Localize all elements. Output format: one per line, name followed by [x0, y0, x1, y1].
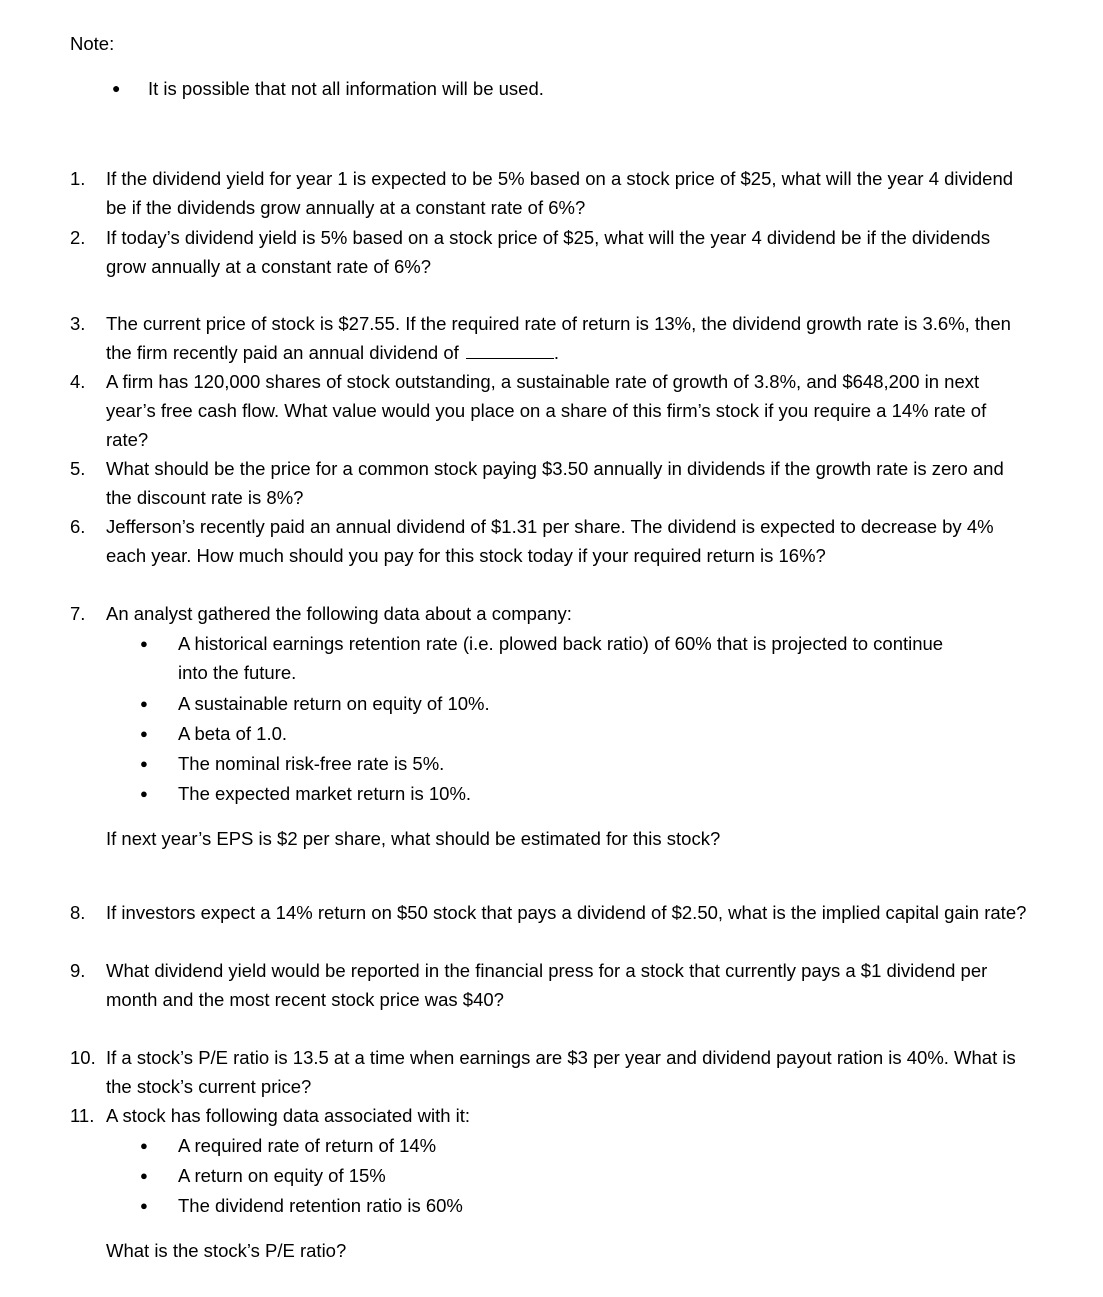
list-item: [140, 719, 960, 748]
question-text: If a stock’s P/E ratio is 13.5 at a time when earnings are $3 per year and dividend payout ration is 40%. What is the stock’s current price?: [106, 1047, 1016, 1097]
bullet-icon: ●: [140, 786, 148, 801]
question-number: 10.: [70, 1047, 96, 1068]
bullet-icon: ●: [112, 80, 121, 96]
bullet-icon: ●: [140, 696, 148, 711]
bullet-icon: ●: [140, 1198, 148, 1213]
note-title: Note:: [70, 33, 115, 54]
bullet-text: The dividend retention ratio is 60%: [178, 1195, 463, 1216]
question-number: 7.: [70, 603, 86, 624]
bullet-icon: ●: [140, 636, 148, 651]
bullet-icon: ●: [140, 756, 148, 771]
question-text: If investors expect a 14% return on $50 stock that pays a dividend of $2.50, what is the implied capital gain rate?: [106, 902, 1027, 923]
question-number: 1.: [70, 168, 86, 189]
question-7: [70, 599, 1030, 628]
question-11: [70, 1101, 1030, 1130]
bullet-text: A historical earnings retention rate (i.e. plowed back ratio) of 60% that is projected to continue into the future.: [178, 633, 944, 683]
question-text: If today’s dividend yield is 5% based on a stock price of $25, what will the year 4 dividend be if the dividends grow annually at a constant rate of 6%?: [106, 227, 991, 277]
question-9: [70, 956, 1030, 1014]
question-number: 8.: [70, 902, 86, 923]
bullet-text: A required rate of return of 14%: [178, 1135, 437, 1156]
question-number: 2.: [70, 227, 86, 248]
question-text: Jefferson’s recently paid an annual dividend of $1.31 per share. The dividend is expected to decrease by 4% each year. How much should you pay for this stock today if your required return is 16%?: [106, 516, 994, 566]
list-item: [140, 749, 960, 778]
question-number: 3.: [70, 313, 86, 334]
question-number: 4.: [70, 371, 86, 392]
question-3: [70, 309, 1030, 367]
question-text: The current price of stock is $27.55. If the required rate of return is 13%, the dividend growth rate is 3.6%, then the firm recently paid an annual dividend of: [106, 313, 1011, 363]
question-follow-up: What is the stock’s P/E ratio?: [106, 1240, 347, 1261]
list-item: [140, 689, 960, 718]
question-text: What should be the price for a common stock paying $3.50 annually in dividends if the growth rate is zero and the discount rate is 8%?: [106, 458, 1004, 508]
question-number: 9.: [70, 960, 86, 981]
note-bullet-item: [112, 74, 544, 103]
list-item: [140, 779, 960, 808]
bullet-icon: ●: [140, 1138, 148, 1153]
question-6: [70, 512, 1030, 570]
question-8: [70, 898, 1030, 927]
list-item: [140, 1161, 960, 1190]
question-follow-up: If next year’s EPS is $2 per share, what should be estimated for this stock?: [106, 828, 721, 849]
question-number: 5.: [70, 458, 86, 479]
question-text-container: [106, 309, 1030, 367]
question-5: [70, 454, 1030, 512]
list-item: [140, 1131, 960, 1160]
question-text: If the dividend yield for year 1 is expected to be 5% based on a stock price of $25, what will the year 4 dividend be if the dividends grow annually at a constant rate of 6%?: [106, 168, 1014, 218]
question-tail: .: [553, 342, 560, 363]
question-4: [70, 367, 1030, 454]
list-item: [140, 1191, 960, 1220]
bullet-text: A sustainable return on equity of 10%.: [178, 693, 490, 714]
question-2: [70, 223, 1030, 281]
question-text: A stock has following data associated with it:: [106, 1105, 471, 1126]
question-10: [70, 1043, 1030, 1101]
question-number: 6.: [70, 516, 86, 537]
bullet-text: The expected market return is 10%.: [178, 783, 472, 804]
question-text: An analyst gathered the following data about a company:: [106, 603, 572, 624]
question-number: 11.: [70, 1105, 95, 1126]
bullet-text: The nominal risk-free rate is 5%.: [178, 753, 445, 774]
note-bullet-text: It is possible that not all information will be used.: [148, 78, 544, 99]
answer-blank: [466, 344, 554, 359]
bullet-text: A beta of 1.0.: [178, 723, 288, 744]
list-item: [140, 629, 960, 687]
question-1: [70, 164, 1030, 222]
bullet-icon: ●: [140, 1168, 148, 1183]
bullet-icon: ●: [140, 726, 148, 741]
bullet-text: A return on equity of 15%: [178, 1165, 386, 1186]
question-text: A firm has 120,000 shares of stock outstanding, a sustainable rate of growth of 3.8%, and $648,200 in next year’s free cash flow. What value would you place on a share of this firm’s stock if you require a 14% rate of rate?: [106, 371, 987, 450]
question-text: What dividend yield would be reported in the financial press for a stock that currently pays a $1 dividend per month and the most recent stock price was $40?: [106, 960, 988, 1010]
